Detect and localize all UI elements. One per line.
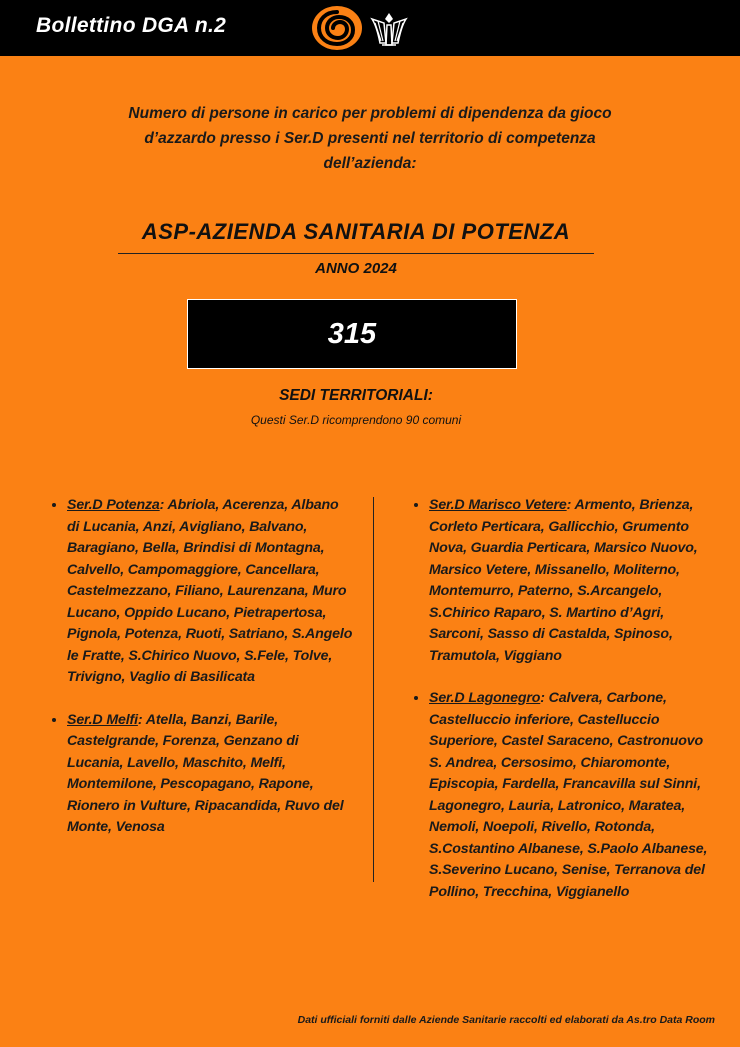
left-column <box>48 495 354 860</box>
intro-text: Numero di persone in carico per problemi di dipendenza da gioco d’azzardo presso i Ser.D presenti nel territorio di competenza dell’azienda: <box>128 105 612 172</box>
header-bar <box>0 0 740 56</box>
serd-name: Ser.D Lagonegro <box>429 690 541 706</box>
serd-name: Ser.D Marisco Vetere <box>429 497 567 513</box>
footer-credit: Dati ufficiali forniti dalle Aziende Sanitarie raccolti ed elaborati da As.tro Data Room <box>297 1014 715 1026</box>
year-label: ANNO 2024 <box>315 260 397 277</box>
serd-name: Ser.D Potenza <box>67 497 160 513</box>
list-item <box>67 710 354 839</box>
serd-name: Ser.D Melfi <box>67 711 138 728</box>
serd-comuni: : Calvera, Carbone, Castelluccio inferiore, Castelluccio Superiore, Castel Saraceno, Castronuovo S. Andrea, Cersosimo, Chiaromonte, Episcopia, Fardella, Francavilla sul Sinni, Lagonegro, Lauria, Latronico, Maratea, Nemoli, Noepoli, Rivello, Rotonda, S.Costantino Albanese, S.Paolo Albanese, S.Severino Lucano, Senise, Terranova del Pollino, Trecchina, Viggianello <box>429 690 708 900</box>
right-column <box>410 495 710 924</box>
column-divider <box>373 497 374 882</box>
count-box <box>187 299 517 369</box>
serd-comuni: : Armento, Brienza, Corleto Perticara, Gallicchio, Grumento Nova, Guardia Perticara, Marsico Nuovo, Marsico Vetere, Missanello, Moliterno, Montemurro, Paterno, S.Arcangelo, S.Chirico Raparo, S. Martino d’Agri, Sarconi, Sasso di Castalda, Spinoso, Tramutola, Viggiano <box>429 497 698 664</box>
sedi-subtitle: Questi Ser.D ricomprendono 90 comuni <box>250 413 462 427</box>
eagle-emblem-icon <box>368 9 410 49</box>
sedi-title: SEDI TERRITORIALI: <box>279 387 433 404</box>
title-divider <box>118 253 594 254</box>
swirl-logo-icon <box>310 4 364 52</box>
serd-comuni: : Atella, Banzi, Barile, Castelgrande, Forenza, Genzano di Lucania, Lavello, Maschito, Melfi, Montemilone, Pescopagano, Rapone, Rionero in Vulture, Ripacandida, Ruvo del Monte, Venosa <box>67 711 344 835</box>
serd-comuni: : Abriola, Acerenza, Albano di Lucania, Anzi, Avigliano, Balvano, Baragiano, Bella, Brindisi di Montagna, Calvello, Campomaggiore, Cancellara, Castelmezzano, Filiano, Laurenzana, Muro Lucano, Oppido Lucano, Pietrapertosa, Pignola, Potenza, Ruoti, Satriano, S.Angelo le Fratte, S.Chirico Nuovo, S.Fele, Tolve, Trivigno, Vaglio di Basilicata <box>67 497 353 685</box>
list-item <box>429 688 710 903</box>
list-item <box>429 495 710 667</box>
list-item <box>67 495 354 689</box>
asp-title: ASP-AZIENDA SANITARIA DI POTENZA <box>141 219 571 244</box>
count-value: 315 <box>327 317 377 350</box>
bulletin-title: Bollettino DGA n.2 <box>36 14 227 37</box>
